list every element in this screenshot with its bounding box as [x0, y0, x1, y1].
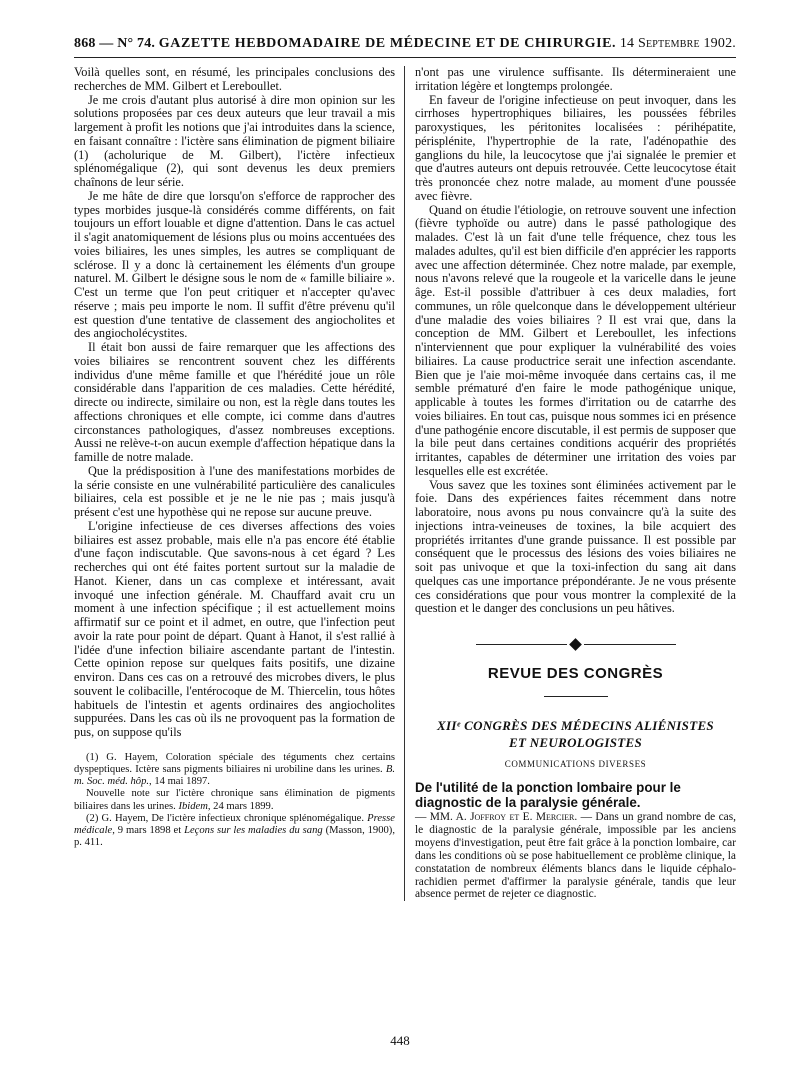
- issue-day: 14: [619, 36, 635, 51]
- paragraph: Que la prédisposition à l'une des manifestations morbides de la série consiste en une vulnérabilité particulière des canalicules biliaires, cela est possible et je ne le nie pas ; mais jusqu'à présent c'est une hypothèse qui ne repose sur aucune preuve.: [74, 463, 395, 519]
- paragraph: Je me hâte de dire que lorsqu'on s'efforce de rapprocher des types morbides jusque-là considérés comme différents, on fait toujours un effort louable et digne d'attention. Dans le cas actuel il s'agit anatomiquement de lésions plus ou moins accentuées des voies biliaires, les unes simples, les autres se compliquant de sclérose. Il y a donc là certainement les éléments d'un groupe naturel. M. Gilbert le désigne sous le nom de « famille biliaire ». C'est un terme que l'on peut critiquer et n'accepter qu'avec réserve ; mais peu importe le nom. Il suffit d'être prévenu qu'il est question d'une tentative de classement des angiocholites et des angiocholécystites.: [74, 188, 395, 341]
- article-title: De l'utilité de la ponction lombaire pour le diagnostic de la paralysie générale.: [415, 780, 681, 810]
- paragraph: Voilà quelles sont, en résumé, les principales conclusions des recherches de MM. Gilbert et Lereboullet.: [74, 65, 395, 93]
- right-column: [405, 66, 736, 901]
- congress-line-1: XIIᵉ CONGRÈS DES MÉDECINS ALIÉNISTES: [437, 718, 714, 733]
- paragraph: Quand on étudie l'étiologie, on retrouve souvent une infection (fièvre typhoïde ou autre) dans le passé pathologique des malades. C'est là un fait d'une telle fréquence, chez tous les malades adultes, qu'il est bien difficile d'en apprécier les rapports avec une affection déterminée. Chez notre malade, par exemple, nous n'avons relevé que la rougeole et la varicelle dans le jeune âge. Est-il possible d'attribuer à ces deux maladies, fort communes, un rôle quelconque dans le développement ultérieur d'une maladie des voies biliaires ? Il est vrai que, dans la conception de MM. Gilbert et Lereboullet, les infections n'interviennent que pour expliquer la vulnérabilité des voies biliaires. La cause productrice serait une infection ascendante. Bien que je l'aie moi-même invoquée dans certains cas, il me semble prématuré d'en faire le mode pathogénique unique, applicable à toutes les formes d'irritation ou de catarrhe des voies biliaires. En tout cas, puisque nous sommes ici en présence d'une pathogénie encore discutable, il est permis de supposer que la bile peut dans certaines conditions acquérir des propriétés irritantes, capables de déterminer une irritation des voies par lesquelles elle est excrétée.: [415, 202, 736, 478]
- footnote-1b: Nouvelle note sur l'ictère chronique sans élimination de pigments biliaires dans les urines. Ibidem, 24 mars 1899.: [74, 788, 395, 812]
- folio-number: 448: [390, 1033, 410, 1048]
- issue-month: Septembre: [637, 36, 700, 51]
- congress-line-2: ET NEUROLOGISTES: [508, 735, 643, 750]
- page-number: 868 — N° 74.: [74, 36, 156, 51]
- footnotes: [74, 752, 395, 850]
- subsection-heading: COMMUNICATIONS DIVERSES: [504, 759, 647, 769]
- paragraph: n'ont pas une virulence suffisante. Ils détermineraient une irritation légère et longtemps prolongée.: [415, 65, 736, 93]
- issue-date: [620, 36, 736, 52]
- journal-title: GAZETTE HEBDOMADAIRE DE MÉDECINE ET DE CHIRURGIE.: [158, 36, 617, 51]
- issue-year: 1902.: [703, 36, 736, 51]
- footnote-2: (2) G. Hayem, De l'ictère infectieux chronique splénomégalique. Presse médicale, 9 mars 1898 et Leçons sur les maladies du sang (Masson, 1900), p. 411.: [74, 812, 395, 849]
- paragraph: Je me crois d'autant plus autorisé à dire mon opinion sur les solutions proposées par ces deux auteurs que leur travail a mis largement à profit les notions que j'ai introduites dans la science, en faisant connaître : l'ictère sans élimination de pigment biliaire (1) (acholurique de M. Gilbert), l'ictère infectieux splénomégalique (2), qui sont devenus les deux premiers chaînons de leur série.: [74, 92, 395, 189]
- ornament-divider: [476, 640, 676, 649]
- divider-line-left: [476, 644, 568, 645]
- footnote-1: (1) G. Hayem, Coloration spéciale des téguments chez certains dyspeptiques. Ictère sans pigments biliaires ni urobiline dans les urines. B. m. Soc. méd. hôp., 14 mai 1897.: [74, 751, 395, 788]
- paragraph: En faveur de l'origine infectieuse on peut invoquer, dans les cirrhoses hypertrophiques biliaires, les poussées fébriles paroxystiques, les péritonites localisées : périhépatite, périsplénite, l'hypertrophie de la rate, l'adénopathie des ganglions du hile, la leucocytose que j'ai signalée le premier et que d'autres auteurs ont depuis retrouvée. Cette leucocytose était très prononcée chez notre malade, au moment d'une poussée avec fièvre.: [415, 92, 736, 203]
- left-column: [74, 66, 405, 901]
- section-heading: REVUE DES CONGRÈS: [487, 665, 664, 682]
- article-body: — MM. A. Joffroy et E. Mercier. — Dans un grand nombre de cas, le diagnostic de la paralysie générale, impossible par les anciens moyens d'investigation, peut être fait grâce à la ponction lombaire, car dans les conditions où se pose habituellement ce problème clinique, la constatation de nombreux éléments blancs dans le liquide céphalo-rachidien permet d'affirmer la paralysie générale, tandis que leur absence permet de rejeter ce diagnostic.: [415, 811, 736, 901]
- diamond-ornament-icon: [569, 638, 582, 651]
- short-rule: [544, 696, 608, 697]
- two-column-body: [74, 66, 736, 901]
- paragraph: Il était bon aussi de faire remarquer que les affections des voies biliaires se rencontrent souvent chez les différents individus d'une même famille et que l'hérédité joue un rôle considérable dans l'apparition de ces maladies. Cette hérédité, directe ou indirecte, similaire ou non, est la règle dans toutes les affections chroniques et elle compte, ici comme dans d'autres circonstances pathologiques, d'assez nombreuses exceptions. Aussi ne relève-t-on aucun exemple d'affection hépatique dans la famille de notre malade.: [74, 340, 395, 464]
- article-authors: — MM. A. Joffroy et E. Mercier.: [415, 811, 578, 823]
- paragraph: Vous savez que les toxines sont éliminées activement par le foie. Dans des expériences faites récemment dans notre laboratoire, nous avons pu nous convaincre qu'à la suite des injections intra-veineuses de toxines, la bile acquiert des propriétés irritantes d'une grande puissance. Il est possible par conséquent que le processus des lésions des voies biliaires ne soit pas univoque et que la toxi-infection du sang ait dans quelques cas une importance prépondérante. Je ne vous présente ces considérations que pour vous montrer la complexité de la question et le danger des conclusions un peu hâtives.: [415, 477, 736, 616]
- article: [415, 781, 736, 901]
- divider-line-right: [584, 644, 676, 645]
- paragraph: L'origine infectieuse de ces diverses affections des voies biliaires est assez probable, mais elle n'a pas encore été établie d'une façon indiscutable. Que savons-nous à cet égard ? Les recherches qui ont été faites portent surtout sur la maladie de Hanot. Kiener, dans un cas complexe et intéressant, avait invoqué une infection générale. M. Chauffard avait cru un moment à une infection spécifique ; il est actuellement moins affirmatif sur ce point et il admet, en outre, que l'infection peut avoir la rate pour point de départ. Quant à Hanot, il s'est rallié à l'idée d'une infection biliaire ascendante partant de l'intestin. Cette opinion repose sur quelques faits positifs, une dizaine environ. Dans ces cas on a retrouvé des microbes divers, le plus souvent le colibacille, l'entérocoque de M. Thiercelin, tous hôtes habituels de l'intestin et agents ordinaires des angiocholites suppurées. Dans les cas où ils ne provoquent pas la formation de pus, on suppose qu'ils: [74, 518, 395, 739]
- running-header: [74, 36, 736, 58]
- congress-heading: [415, 717, 736, 751]
